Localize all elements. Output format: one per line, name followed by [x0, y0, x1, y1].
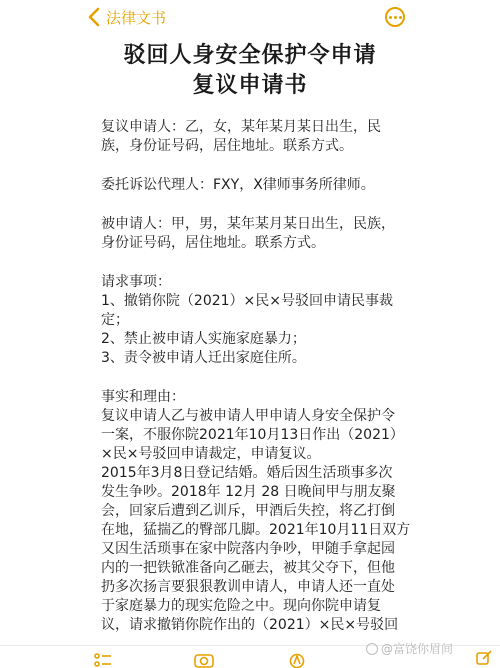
- watermark-logo-icon: [366, 643, 378, 655]
- document-title: 驳回人身安全保护令申请: [123, 43, 377, 68]
- document-body[interactable]: [101, 118, 421, 635]
- camera-icon[interactable]: [194, 652, 214, 668]
- document-line: 被申请人：甲，男，某年某月某日出生，民族，: [101, 216, 395, 232]
- paragraph-spacer: [101, 195, 421, 215]
- document-line: 事实和理由：: [101, 389, 185, 405]
- document-line: 于家庭暴力的现实危险之中。现向你院申请复: [101, 598, 381, 614]
- paragraph-spacer: [101, 253, 421, 273]
- document-line: 扔多次扬言要狠狠教训申请人，申请人还一直处: [101, 579, 395, 595]
- document-line: 一案，不服你院2021年10月13日作出（2021）: [101, 427, 404, 443]
- document-line: 身份证号码，居住地址。联系方式。: [101, 235, 325, 251]
- back-label: 法律文书: [106, 8, 167, 27]
- chevron-left-icon: [86, 6, 104, 28]
- document-line: 族，身份证号码，居住地址。联系方式。: [101, 138, 353, 154]
- watermark-text: @富饶你眉间: [381, 642, 454, 656]
- back-button[interactable]: [86, 6, 166, 28]
- document-line: 委托诉讼代理人：FXY，X律师事务所律师。: [101, 177, 375, 193]
- document-line: 又因生活琐事在家中院落内争吵，甲随手拿起园: [101, 541, 395, 557]
- paragraph-spacer: [101, 156, 421, 176]
- paragraph-spacer: [101, 368, 421, 388]
- document-line: 3、责令被申请人迁出家庭住所。: [101, 350, 306, 366]
- compose-icon[interactable]: [476, 650, 492, 666]
- document-subtitle: 复议申请书: [192, 73, 308, 98]
- more-icon[interactable]: [385, 7, 405, 27]
- document-line: 2015年3月8日登记结婚。婚后因生活琐事多次: [101, 465, 393, 481]
- document-line: 定；: [101, 312, 129, 328]
- document-line: 1、撤销你院（2021）×民×号驳回申请民事裁: [101, 293, 393, 309]
- document-line: 复议申请人乙与被申请人甲申请人身安全保护令: [101, 408, 395, 424]
- document-line: 内的一把铁锨准备向乙砸去，被其父夺下，但他: [101, 560, 395, 576]
- document-line: 请求事项：: [101, 274, 171, 290]
- document-line: 复议申请人：乙，女，某年某月某日出生，民: [101, 119, 381, 135]
- document-line: 发生争吵。2018年 12月 28 日晚间甲与朋友聚: [101, 484, 396, 500]
- document-line: 会，回家后遭到乙训斥，甲酒后失控，将乙打倒: [101, 503, 395, 519]
- checklist-icon[interactable]: [94, 652, 112, 668]
- document-line: ×民×号驳回申请裁定，申请复议。: [101, 446, 321, 462]
- navigation-bar: [0, 0, 500, 34]
- document-line: 在地，猛揣乙的臀部几脚。2021年10月11日双方: [101, 522, 411, 538]
- watermark: [366, 640, 453, 657]
- pen-icon[interactable]: [288, 652, 306, 668]
- document-line: 议，请求撤销你院作出的（2021）×民×号驳回: [101, 617, 399, 633]
- document-line: 2、禁止被申请人实施家庭暴力；: [101, 331, 306, 347]
